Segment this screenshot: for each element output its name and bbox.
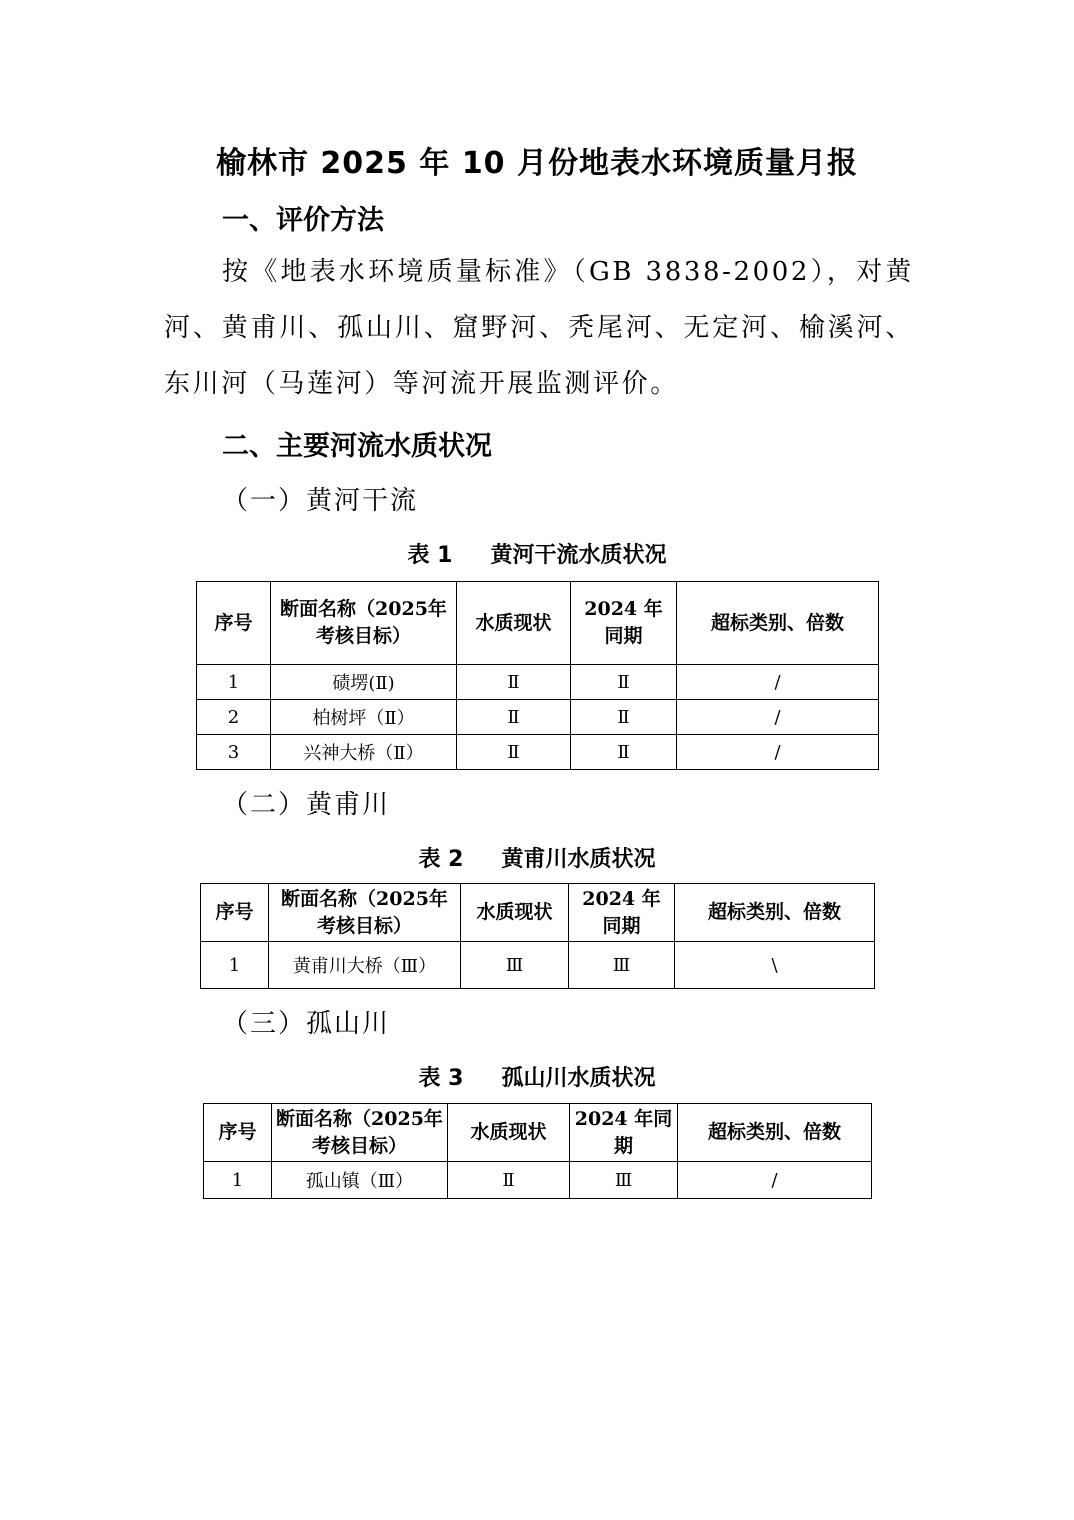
table-2-header-row xyxy=(201,884,875,942)
table-cell: \ xyxy=(675,942,875,989)
table-cell: Ⅱ xyxy=(448,1162,570,1199)
subsection-heading-gushan-river: （三）孤山川 xyxy=(222,1009,391,1039)
table-1-header-current: 水质现状 xyxy=(457,582,571,665)
table-row xyxy=(201,942,875,989)
subsection-heading-huangfu-river: （二）黄甫川 xyxy=(222,790,391,820)
table-cell: Ⅱ xyxy=(571,665,677,700)
table-2-number: 表 2 xyxy=(418,847,464,872)
table-cell: / xyxy=(678,1162,872,1199)
table-1-header-row xyxy=(197,582,879,665)
table-3-header-exceed: 超标类别、倍数 xyxy=(678,1104,872,1162)
table-3-header-last-year: 2024 年同期 xyxy=(570,1104,678,1162)
table-cell: 柏树坪（Ⅱ） xyxy=(271,700,457,735)
table-cell: / xyxy=(677,665,879,700)
table-row xyxy=(197,665,879,700)
table-row xyxy=(197,700,879,735)
table-cell: / xyxy=(677,735,879,770)
evaluation-method-paragraph: 按《地表水环境质量标准》（GB 3838-2002），对黄河、黄甫川、孤山川、窟野河、秃尾河、无定河、榆溪河、东川河（马莲河）等河流开展监测评价。 xyxy=(164,257,914,399)
table-cell: Ⅱ xyxy=(457,735,571,770)
table-cell: 碛塄(Ⅱ) xyxy=(271,665,457,700)
table-cell: Ⅲ xyxy=(569,942,675,989)
table-3-header-index: 序号 xyxy=(204,1104,272,1162)
table-1 xyxy=(196,581,879,770)
table-cell: 3 xyxy=(197,735,271,770)
table-cell: 1 xyxy=(204,1162,272,1199)
table-cell: Ⅲ xyxy=(570,1162,678,1199)
section-heading-river-quality: 二、主要河流水质状况 xyxy=(222,431,492,462)
table-cell: 兴神大桥（Ⅱ） xyxy=(271,735,457,770)
table-2-title: 黄甫川水质状况 xyxy=(501,847,656,872)
table-cell: 黄甫川大桥（Ⅲ） xyxy=(269,942,461,989)
table-3-title: 孤山川水质状况 xyxy=(501,1066,656,1091)
table-1-header-section: 断面名称（2025年考核目标） xyxy=(271,582,457,665)
table-cell: Ⅱ xyxy=(571,700,677,735)
table-3-header-row xyxy=(204,1104,872,1162)
table-1-caption xyxy=(0,538,1074,569)
table-2-header-last-year: 2024 年同期 xyxy=(569,884,675,942)
table-1-number: 表 1 xyxy=(407,543,453,568)
table-3-caption xyxy=(0,1061,1074,1092)
table-2-header-current: 水质现状 xyxy=(461,884,569,942)
table-cell: / xyxy=(677,700,879,735)
table-2-header-index: 序号 xyxy=(201,884,269,942)
table-3-header-current: 水质现状 xyxy=(448,1104,570,1162)
table-cell: Ⅱ xyxy=(457,700,571,735)
table-2-header-section: 断面名称（2025年考核目标） xyxy=(269,884,461,942)
table-3 xyxy=(203,1103,872,1199)
table-2-header-exceed: 超标类别、倍数 xyxy=(675,884,875,942)
table-3-number: 表 3 xyxy=(418,1066,464,1091)
table-1-header-exceed: 超标类别、倍数 xyxy=(677,582,879,665)
table-3-header-section: 断面名称（2025年考核目标） xyxy=(272,1104,448,1162)
table-row xyxy=(204,1162,872,1199)
table-cell: 孤山镇（Ⅲ） xyxy=(272,1162,448,1199)
table-cell: Ⅱ xyxy=(571,735,677,770)
table-1-header-last-year: 2024 年同期 xyxy=(571,582,677,665)
table-cell: Ⅲ xyxy=(461,942,569,989)
subsection-heading-yellow-river: （一）黄河干流 xyxy=(222,486,419,516)
table-1-header-index: 序号 xyxy=(197,582,271,665)
table-cell: 1 xyxy=(197,665,271,700)
table-cell: 1 xyxy=(201,942,269,989)
table-cell: Ⅱ xyxy=(457,665,571,700)
table-2-caption xyxy=(0,842,1074,873)
page-title: 榆林市 2025 年 10 月份地表水环境质量月报 xyxy=(215,146,859,181)
table-1-title: 黄河干流水质状况 xyxy=(490,543,667,568)
table-row xyxy=(197,735,879,770)
section-heading-evaluation-method: 一、评价方法 xyxy=(222,205,384,236)
table-2 xyxy=(200,883,875,989)
table-cell: 2 xyxy=(197,700,271,735)
